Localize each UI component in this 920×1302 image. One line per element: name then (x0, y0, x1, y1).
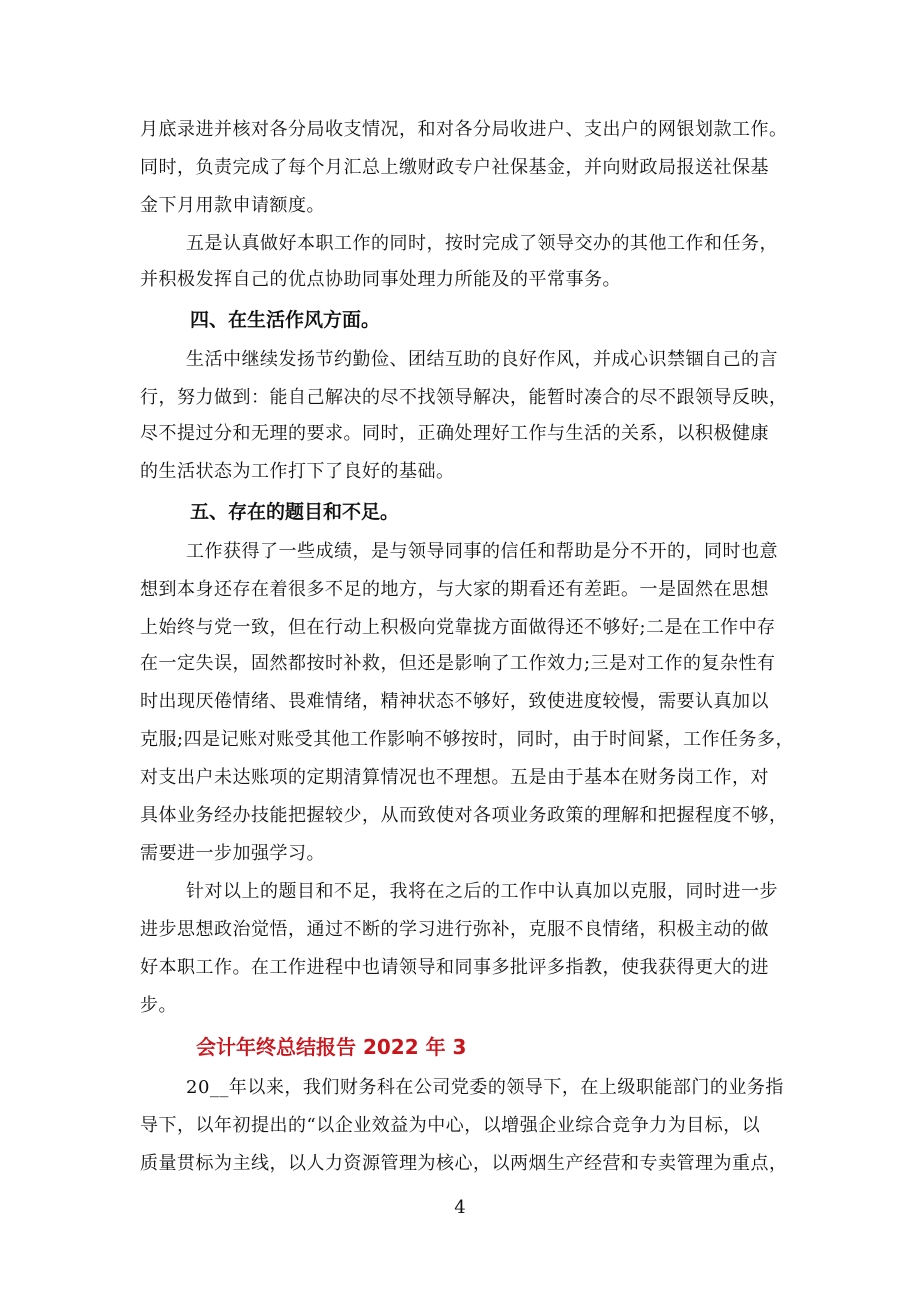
text-line: 并积极发挥自己的优点协助同事处理力所能及的平常事务。 (140, 269, 621, 290)
text-line: 具体业务经办技能把握较少，从而致使对各项业务政策的理解和把握程度不够， (140, 805, 788, 826)
text-line: 好本职工作。在工作进程中也请领导和同事多批评多指教，使我获得更大的进 (140, 957, 769, 978)
text-line: 导下，以年初提出的“以企业效益为中心，以增强企业综合竞争力为目标，以 (140, 1115, 761, 1136)
text-line: 五是认真做好本职工作的同时，按时完成了领导交办的其他工作和任务， (186, 233, 778, 254)
text-line: 上始终与党一致，但在行动上积极向党靠拢方面做得还不够好;二是在工作中存 (140, 617, 776, 638)
page-number: 4 (454, 1197, 466, 1218)
text-line: 针对以上的题目和不足，我将在之后的工作中认真加以克服，同时进一步 (186, 881, 778, 902)
text-line: 20__年以来，我们财务科在公司党委的领导下，在上级职能部门的业务指 (186, 1077, 784, 1098)
text-line: 同时，负责完成了每个月汇总上缴财政专户社保基金，并向财政局报送社保基 (140, 157, 769, 178)
text-line: 需要进一步加强学习。 (140, 843, 325, 864)
text-line: 步。 (140, 995, 177, 1016)
text-line: 尽不提过分和无理的要求。同时，正确处理好工作与生活的关系，以积极健康 (140, 423, 769, 444)
text-line: 在一定失误，固然都按时补救，但还是影响了工作效力;三是对工作的复杂性有 (140, 653, 776, 674)
text-line: 质量贯标为主线，以人力资源管理为核心，以两烟生产经营和专卖管理为重点， (140, 1153, 788, 1174)
report-title: 会计年终总结报告 2022 年 3 (196, 1035, 467, 1059)
text-line: 生活中继续发扬节约勤俭、团结互助的良好作风，并成心识禁锢自己的言 (186, 349, 778, 370)
text-line: 对支出户未达账项的定期清算情况也不理想。五是由于基本在财务岗工作，对 (140, 767, 769, 788)
section-heading-5: 五、存在的题目和不足。 (190, 501, 400, 523)
text-line: 月底录进并核对各分局收支情况，和对各分局收进户、支出户的网银划款工作。 (140, 119, 788, 140)
text-line: 进步思想政治觉悟，通过不断的学习进行弥补，克服不良情绪，积极主动的做 (140, 919, 769, 940)
text-line: 的生活状态为工作打下了良好的基础。 (140, 461, 455, 482)
text-line: 时出现厌倦情绪、畏难情绪，精神状态不够好，致使进度较慢，需要认真加以 (140, 691, 769, 712)
section-heading-4: 四、在生活作风方面。 (190, 309, 381, 331)
text-line: 行，努力做到：能自己解决的尽不找领导解决，能暂时凑合的尽不跟领导反映， (140, 387, 788, 408)
text-line: 想到本身还存在着很多不足的地方，与大家的期看还有差距。一是固然在思想 (140, 579, 769, 600)
text-line: 金下月用款申请额度。 (140, 195, 325, 216)
text-line: 工作获得了一些成绩，是与领导同事的信任和帮助是分不开的，同时也意 (186, 541, 778, 562)
text-line: 克服;四是记账对账受其他工作影响不够按时，同时，由于时间紧，工作任务多， (140, 729, 795, 750)
